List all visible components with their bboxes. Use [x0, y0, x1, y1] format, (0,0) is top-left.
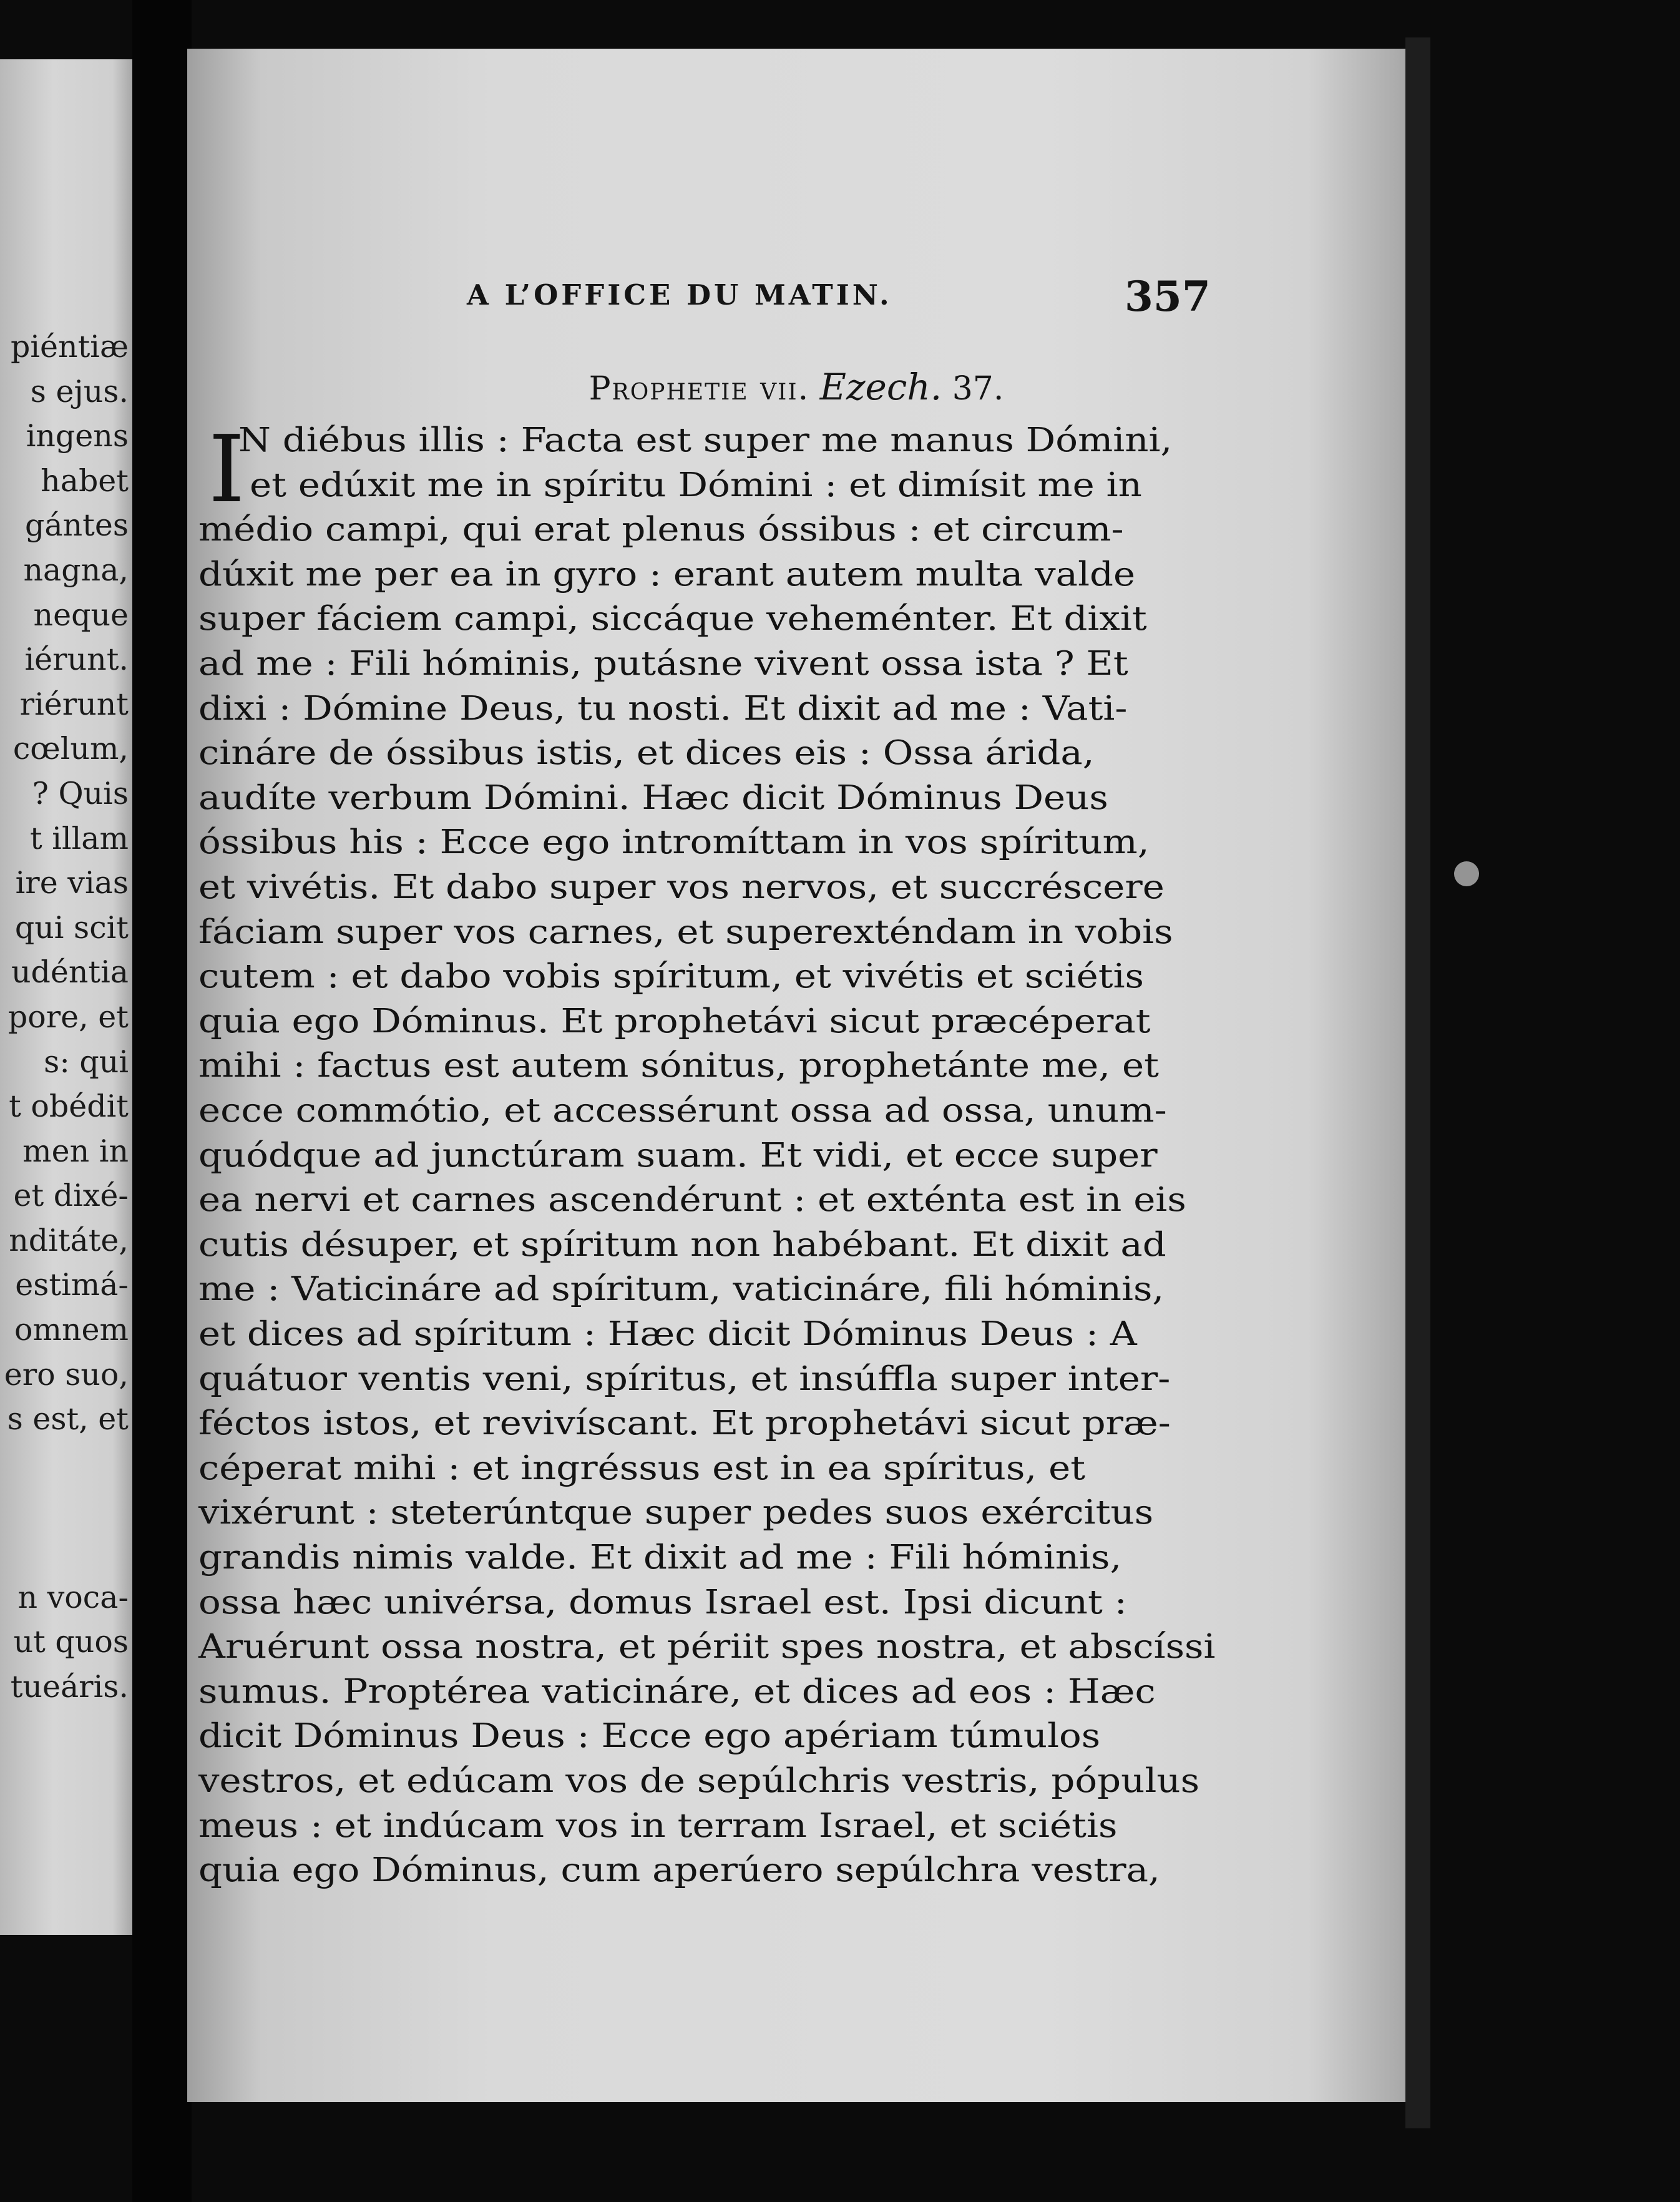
facing-page-line: et dixé- — [13, 1178, 129, 1214]
scripture-chapter: 37. — [952, 370, 1004, 408]
facing-page-line: t obédit — [9, 1089, 129, 1125]
facing-page-line: s est, et — [7, 1401, 129, 1437]
text-line: vestros, et edúcam vos de sepúlchris vestris, pópulus — [198, 1762, 1200, 1800]
text-line: super fáciem campi, siccáque veheménter. Et dixit — [198, 600, 1147, 639]
text-line: quátuor ventis veni, spíritus, et insúffla super inter- — [198, 1359, 1171, 1398]
text-line: meus : et indúcam vos in terram Israel, et sciétis — [198, 1806, 1118, 1845]
text-line: cutem : et dabo vobis spíritum, et vivétis et sciétis — [198, 957, 1145, 996]
facing-page-line: s: qui — [44, 1044, 129, 1080]
facing-page-line: nditáte, — [9, 1222, 129, 1258]
scripture-reference: Ezech. — [819, 366, 942, 408]
running-head: A L’OFFICE DU MATIN. — [467, 278, 892, 311]
facing-page-line: pore, et — [7, 999, 129, 1035]
text-line: mihi : factus est autem sónitus, prophetánte me, et — [198, 1047, 1159, 1085]
text-line: fáciam super vos carnes, et superexténdam in vobis — [198, 913, 1173, 951]
text-line: cutis désuper, et spíritum non habébant. Et dixit ad — [198, 1225, 1166, 1264]
text-line: et edúxit me in spíritu Dómini : et dimísit me in — [250, 466, 1142, 504]
facing-page-line: ire vias — [15, 865, 129, 901]
text-line: sumus. Proptérea vaticináre, et dices ad eos : Hæc — [198, 1672, 1156, 1711]
facing-page-line: cœlum, — [12, 731, 129, 767]
text-line: me : Vaticináre ad spíritum, vaticináre, fili hóminis, — [198, 1270, 1165, 1309]
page-header — [187, 272, 1405, 322]
facing-page-line: men in — [22, 1133, 129, 1169]
facing-page-line: omnem — [14, 1312, 129, 1348]
facing-page-line: ? Quis — [32, 775, 129, 811]
text-line: ea nervi et carnes ascendérunt : et exténta est in eis — [198, 1181, 1186, 1220]
text-line: cináre de óssibus istis, et dices eis : Ossa árida, — [198, 734, 1095, 773]
facing-page-line: piéntiæ — [10, 329, 129, 365]
facing-page-line: estimá- — [15, 1267, 129, 1303]
facing-page-line: ero suo, — [4, 1356, 129, 1392]
text-line: ecce commótio, et accessérunt ossa ad ossa, unum- — [198, 1092, 1167, 1130]
facing-page-text — [4, 325, 129, 1710]
text-line: Aruérunt ossa nostra, et périit spes nostra, et abscíssi — [198, 1628, 1216, 1666]
text-line: ossa hæc univérsa, domus Israel est. Ipsi dicunt : — [198, 1583, 1127, 1622]
facing-page-line: n voca- — [17, 1579, 129, 1615]
text-line: dúxit me per ea in gyro : erant autem multa valde — [198, 555, 1136, 594]
facing-page-faded-area — [4, 1442, 129, 1575]
page-edge-shadow — [1405, 37, 1430, 2128]
text-line: grandis nimis valde. Et dixit ad me : Fili hóminis, — [198, 1539, 1122, 1577]
facing-page-line: s ejus. — [30, 373, 129, 409]
facing-page-line: ingens — [26, 418, 129, 454]
text-line: et vivétis. Et dabo super vos nervos, et succréscere — [198, 868, 1165, 906]
text-line: audíte verbum Dómini. Hæc dicit Dóminus Deus — [198, 778, 1108, 817]
facing-page-line: udéntia — [11, 954, 129, 991]
book-gutter — [132, 0, 192, 2202]
section-title-label: Prophetie vii. — [588, 370, 810, 408]
text-line: quódque ad junctúram suam. Et vidi, et ecce super — [198, 1136, 1158, 1175]
drop-cap: I — [208, 416, 245, 523]
text-line: dicit Dóminus Deus : Ecce ego apériam túmulos — [198, 1717, 1101, 1756]
text-line: vixérunt : steterúntque super pedes suos exércitus — [198, 1494, 1154, 1532]
text-line: quia ego Dóminus, cum aperúero sepúlchra vestra, — [198, 1851, 1160, 1890]
text-line: et dices ad spíritum : Hæc dicit Dóminus Deus : A — [198, 1315, 1137, 1353]
facing-page-line: neque — [33, 597, 129, 633]
facing-page-line: riérunt — [19, 686, 129, 722]
text-line: quia ego Dóminus. Et prophetávi sicut præcéperat — [198, 1002, 1151, 1040]
text-line: médio campi, qui erat plenus óssibus : et circum- — [198, 511, 1124, 549]
section-title — [187, 366, 1405, 408]
text-line: N diébus illis : Facta est super me manus Dómini, — [238, 421, 1173, 459]
text-line: dixi : Dómine Deus, tu nosti. Et dixit ad me : Vati- — [198, 689, 1128, 728]
text-line: féctos istos, et revivíscant. Et prophetávi sicut præ- — [198, 1404, 1171, 1443]
text-line: céperat mihi : et ingréssus est in ea spíritus, et — [198, 1449, 1086, 1487]
facing-page-line: habet — [41, 462, 129, 499]
page-357 — [187, 49, 1405, 2102]
facing-page-line: t illam — [30, 820, 129, 856]
text-line: óssibus his : Ecce ego intromíttam in vos spíritum, — [198, 823, 1150, 862]
facing-page-line: iérunt. — [24, 642, 129, 678]
facing-page-line: gántes — [25, 507, 129, 544]
facing-page-line: tueáris. — [10, 1669, 129, 1705]
facing-page-fragment — [0, 59, 132, 1935]
text-line: ad me : Fili hóminis, putásne vivent ossa ista ? Et — [198, 645, 1128, 683]
dust-speck — [1454, 861, 1479, 886]
facing-page-line: ut quos — [13, 1624, 129, 1660]
facing-page-line: qui scit — [14, 909, 129, 946]
page-number: 357 — [1125, 272, 1211, 321]
facing-page-line: nagna, — [23, 552, 129, 588]
